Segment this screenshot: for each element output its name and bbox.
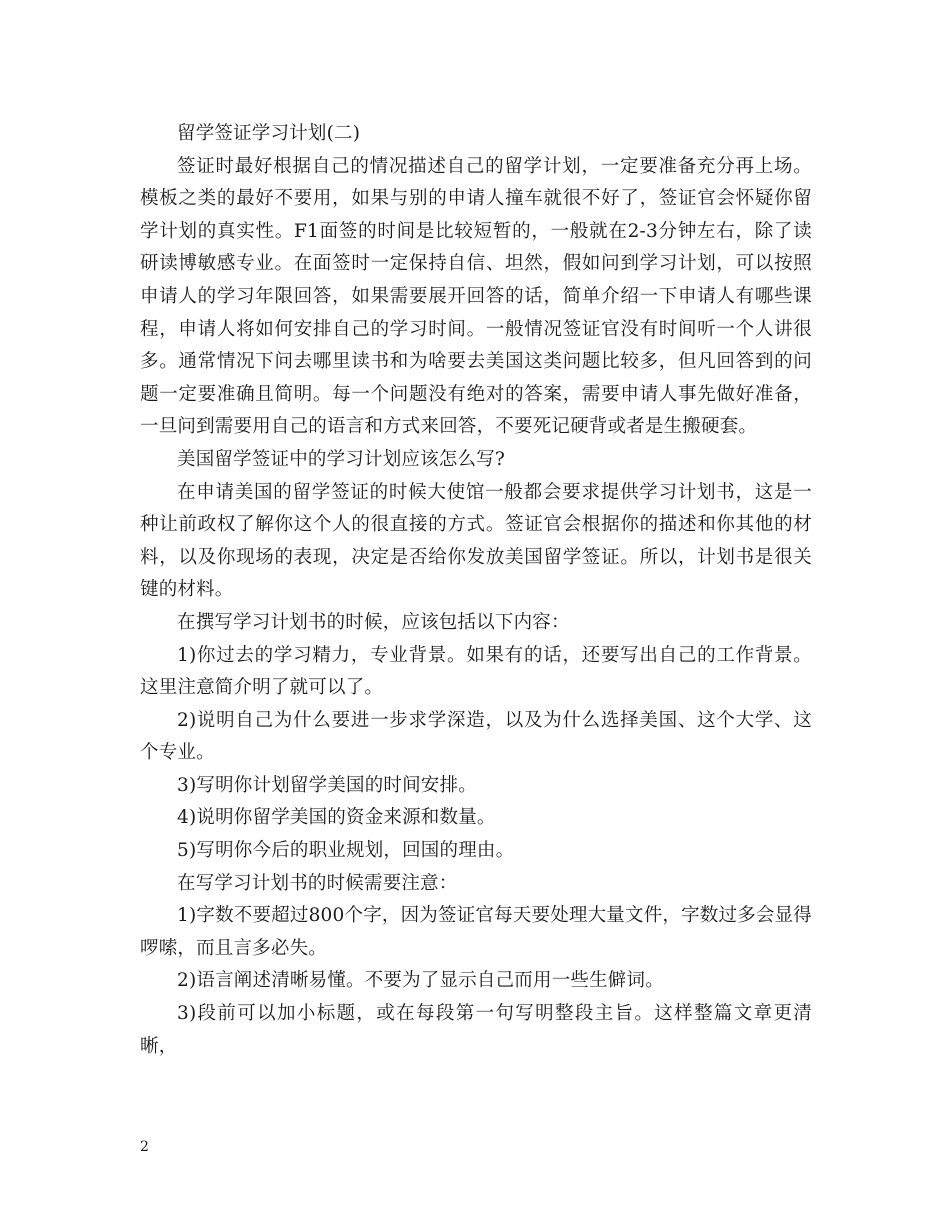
list-item: 1)字数不要超过800个字，因为签证官每天要处理大量文件，字数过多会显得啰嗦，而且言多必失。 [140, 905, 813, 959]
section-title: 留学签证学习计划(二) [177, 123, 361, 144]
section-heading: 美国留学签证中的学习计划应该怎么写? [177, 448, 506, 470]
paragraph: 在写学习计划书的时候需要注意： [177, 872, 458, 894]
list-item: 2)说明自己为什么要进一步求学深造，以及为什么选择美国、这个大学、这个专业。 [140, 709, 812, 764]
document-body [140, 118, 812, 1063]
list-item: 3)段前可以加小标题，或在每段第一句写明整段主旨。这样整篇文章更清晰， [140, 1003, 812, 1057]
list-item: 5)写明你今后的职业规划，回国的理由。 [177, 840, 515, 862]
list-item: 3)写明你计划留学美国的时间安排。 [177, 774, 477, 796]
page-number: 2 [140, 1139, 149, 1155]
paragraph: 在撰写学习计划书的时候，应该包括以下内容： [177, 611, 570, 633]
list-item: 2)语言阐述清晰易懂。不要为了显示自己而用一些生僻词。 [177, 970, 664, 992]
list-item: 1)你过去的学习精力，专业背景。如果有的话，还要写出自己的工作背景。这里注意简介明了就可以了。 [140, 644, 812, 699]
list-item: 4)说明你留学美国的资金来源和数量。 [177, 807, 496, 829]
paragraph: 在申请美国的留学签证的时候大使馆一般都会要求提供学习计划书，这是一种让前政权了解你这个人的很直接的方式。签证官会根据你的描述和你其他的材料，以及你现场的表现，决定是否给你发放美国留学签证。所以，计划书是很关键的材料。 [140, 481, 812, 601]
paragraph: 签证时最好根据自己的情况描述自己的留学计划，一定要准备充分再上场。模板之类的最好不要用，如果与别的申请人撞车就很不好了，签证官会怀疑你留学计划的真实性。F1面签的时间是比较短暂的，一般就在2-3分钟左右，除了读研读博敏感专业。在面签时一定保持自信、坦然，假如问到学习计划，可以按照申请人的学习年限回答，如果需要展开回答的话，简单介绍一下申请人有哪些课程，申请人将如何安排自己的学习时间。一般情况签证官没有时间听一个人讲很多。通常情况下问去哪里读书和为啥要去美国这类问题比较多，但凡回答到的问题一定要准确且简明。每一个问题没有绝对的答案，需要申请人事先做好准备，一旦问到需要用自己的语言和方式来回答，不要死记硬背或者是生搬硬套。 [140, 155, 812, 438]
